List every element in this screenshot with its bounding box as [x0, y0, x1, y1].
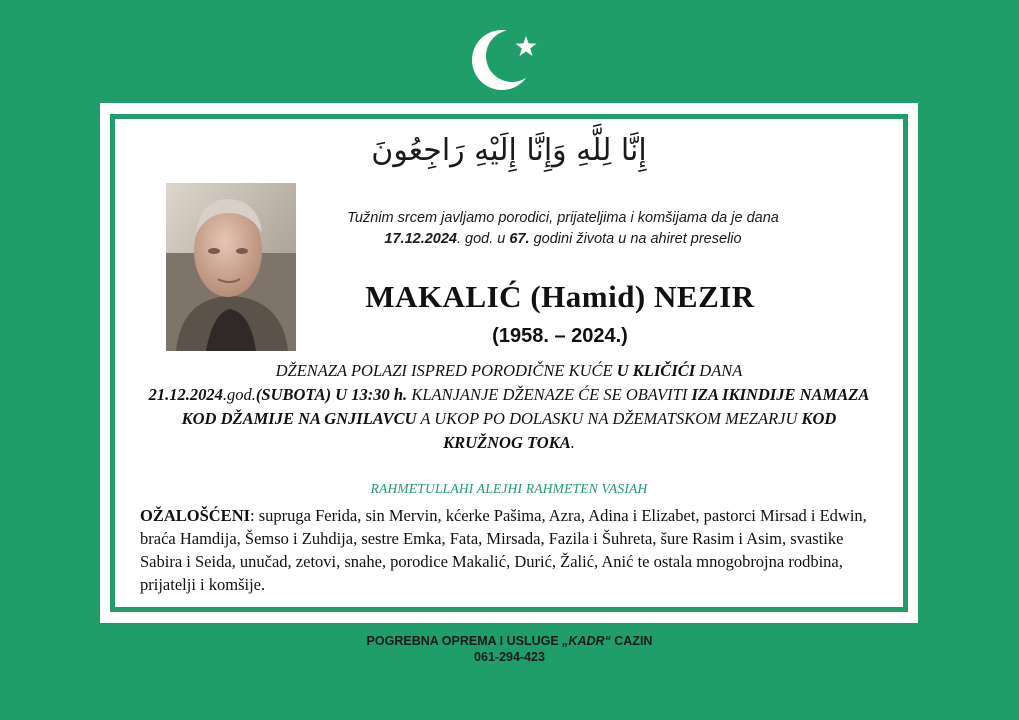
deceased-photo [166, 183, 296, 351]
intro-line-2: godini života u na ahiret preselio [529, 231, 742, 247]
funeral-text-5: A UKOP PO DOLASKU NA DŽEMATSKOM MEZARJU [416, 409, 802, 428]
intro-text [318, 208, 808, 250]
funeral-info [140, 359, 878, 455]
crescent-star-icon [470, 22, 542, 94]
death-date: 17.12.2024 [384, 231, 457, 247]
funeral-text-6: . [570, 433, 575, 452]
deceased-name: MAKALIĆ (Hamid) NEZIR [365, 279, 755, 314]
funeral-time: (SUBOTA) U 13:30 h. [255, 385, 408, 404]
prayer-location: IZA IKINDIJE NAMAZA KOD DŽAMIJE NA GNJILAVCU [181, 385, 870, 428]
mourners-list [140, 504, 880, 596]
funeral-text-1: DŽENAZA POLAZI ISPRED PORODIČNE KUĆE [275, 361, 617, 380]
mourners-text: : supruga Ferida, sin Mervin, kćerke Pašima, Azra, Adina i Elizabet, pastorci Mirsad i Edwin, braća Hamdija, Šemso i Zuhdija, sestre Emka, Fata, Mirsada, Fazila i Šuhreta, šure Rasim i Asim, svastike Sabira i Seida, unučad, zetovi, snahe, porodice Makalić, Durić, Žalić, Anić te ostala mnogobrojna rodbina, prijatelji i komšije. [140, 506, 867, 594]
intro-god: . god. u [457, 231, 510, 247]
funeral-service-footer [0, 633, 1019, 665]
life-years: (1958. – 2024.) [492, 325, 628, 347]
company-prefix: POGREBNA OPREMA I USLUGE [366, 634, 563, 648]
funeral-text-3: .god. [222, 385, 256, 404]
company-name: „KADR“ [562, 634, 611, 648]
funeral-place: U KLIČIĆI [616, 361, 696, 380]
mourners-label: OŽALOŠĆENI [140, 506, 251, 525]
funeral-date: 21.12.2024 [148, 385, 223, 404]
prayer-line: RAHMETULLAHI ALEJHI RAHMETEN VASIAH [370, 481, 648, 496]
funeral-text-4: KLANJANJE DŽENAZE ĆE SE OBAVITI [407, 385, 692, 404]
company-suffix: CAZIN [610, 634, 653, 648]
age: 67. [509, 231, 530, 247]
obituary-card [100, 103, 918, 623]
arabic-verse: إِنَّا لِلَّهِ وَإِنَّا إِلَيْهِ رَاجِعُونَ [371, 133, 647, 168]
intro-line-1: Tužnim srcem javljamo porodici, prijateljima i komšijama da je dana [347, 210, 779, 226]
funeral-text-2: DANA [695, 361, 743, 380]
company-phone: 061-294-423 [474, 650, 545, 664]
burial-location: KOD KRUŽNOG TOKA [443, 409, 837, 452]
